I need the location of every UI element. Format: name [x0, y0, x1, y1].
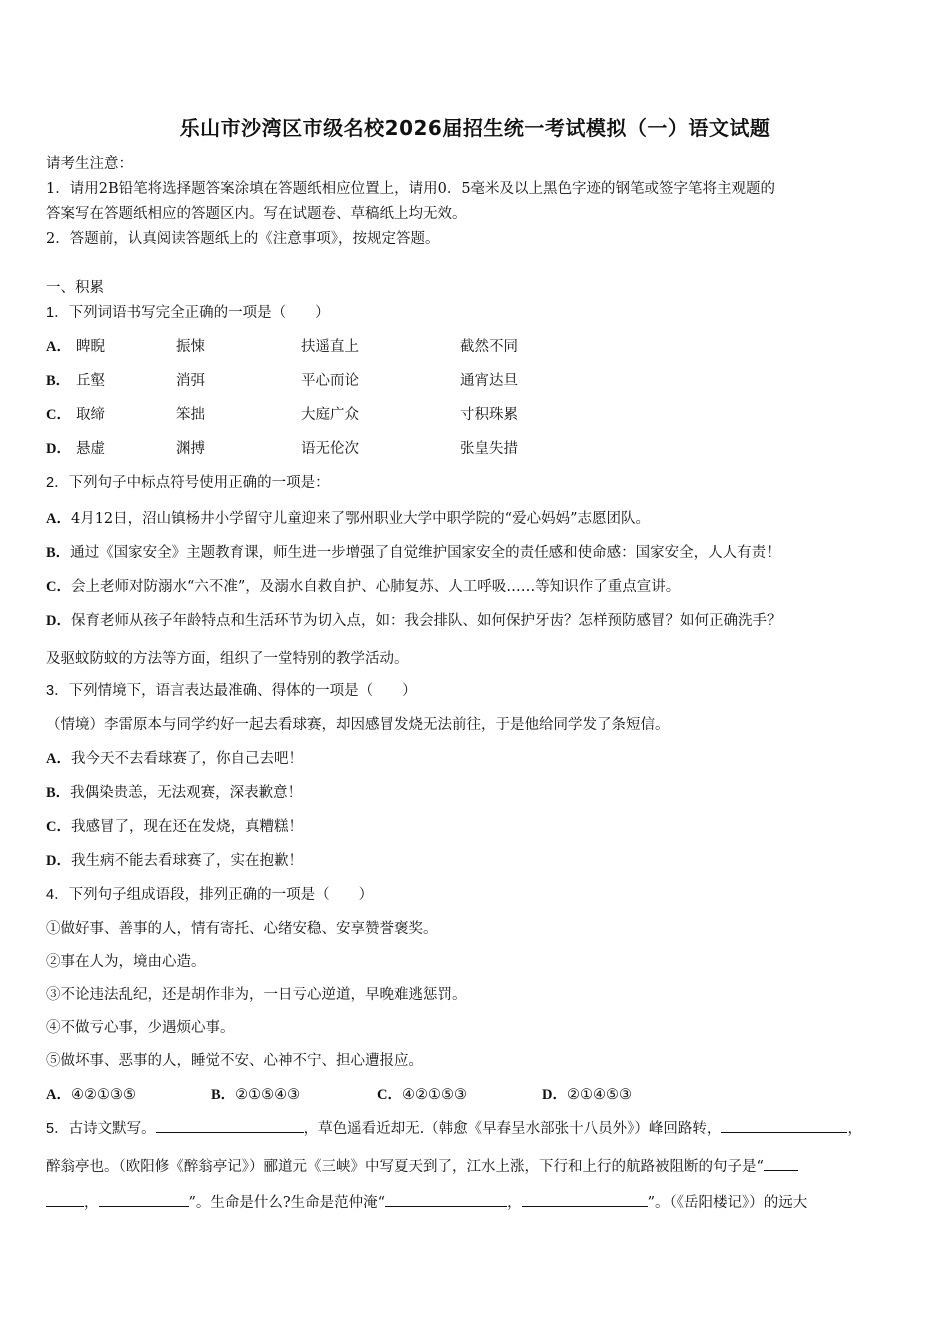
question-number: 2．	[46, 475, 69, 491]
option-letter: C．	[46, 407, 71, 423]
option-word: 取缔	[76, 407, 105, 423]
question-text: ，	[84, 1195, 99, 1211]
question-5-line-3	[46, 1191, 807, 1212]
question-text: 古诗文默写。	[68, 1121, 156, 1137]
option-word: 大庭广众	[301, 407, 359, 423]
question-number: 5．	[46, 1121, 69, 1137]
question-text: ”。（《岳阳楼记》）的远大	[647, 1195, 808, 1211]
q2-option-c: C．会上老师对防溺水“六不准”，及溺水自救自护、心肺复苏、人工呼吸……等知识作了重点宣讲。	[46, 579, 681, 595]
section-heading: 一、积累	[46, 280, 104, 296]
option-word: 通宵达旦	[460, 373, 518, 389]
question-2	[46, 471, 330, 492]
option-word: 消弭	[176, 373, 205, 389]
q4-option-a	[46, 1083, 136, 1104]
question-text: ，	[847, 1121, 862, 1137]
option-text: 4月12日，沼山镇杨井小学留守儿童迎来了鄂州职业大学中职学院的“爱心妈妈”志愿团队。	[70, 511, 650, 527]
notice-heading: 请考生注意：	[46, 156, 133, 172]
notice-item-1-line-2: 答案写在答题纸相应的答题区内。写在试题卷、草稿纸上均无效。	[46, 206, 467, 222]
q4-option-d	[542, 1083, 632, 1104]
option-letter: B．	[46, 373, 71, 389]
option-word: 张皇失措	[460, 441, 518, 457]
option-text: 我感冒了，现在还在发烧，真糟糕！	[70, 819, 303, 835]
question-text: 醉翁亭也。（欧阳修《醉翁亭记》）郦道元《三峡》中写夏天到了，江水上涨，下行和上行的航路被阻断的句子是“	[46, 1159, 764, 1175]
fill-in-blank[interactable]	[764, 1156, 798, 1171]
question-number: 4．	[46, 887, 69, 903]
option-letter: B．	[211, 1087, 236, 1103]
question-3	[46, 679, 417, 700]
q2-option-d: D．保育老师从孩子年龄特点和生活环节为切入点，如：我会排队、如何保护牙齿？怎样预防感冒？如何正确洗手？	[46, 613, 782, 629]
option-word: 笨拙	[176, 407, 205, 423]
option-word: 振悚	[176, 339, 205, 355]
option-text: ④②①③⑤	[70, 1087, 136, 1103]
option-word: 丘壑	[76, 373, 105, 389]
question-1	[46, 301, 330, 322]
option-text: ②①④⑤③	[566, 1087, 632, 1103]
question-stem: 下列句子组成语段，排列正确的一项是（ ）	[68, 887, 374, 903]
option-letter: C．	[377, 1087, 402, 1103]
question-number: 3．	[46, 683, 69, 699]
q4-sentence-5: ⑤做坏事、恶事的人，睡觉不安、心神不宁、担心遭报应。	[46, 1053, 423, 1069]
q2-option-b: B．通过《国家安全》主题教育课，师生进一步增强了自觉维护国家安全的责任感和使命感：国家安全，人人有责！	[46, 545, 781, 561]
q2-option-d-continued: 及驱蚊防蚊的方法等方面，组织了一堂特别的教学活动。	[46, 651, 409, 667]
option-letter: A．	[46, 339, 71, 355]
option-text: ④②①⑤③	[401, 1087, 467, 1103]
q4-sentence-1: ①做好事、善事的人，情有寄托、心绪安稳、安享赞誉褒奖。	[46, 921, 438, 937]
option-word: 平心而论	[301, 373, 359, 389]
question-stem: 下列句子中标点符号使用正确的一项是：	[68, 475, 330, 491]
option-word: 睥睨	[76, 339, 105, 355]
q4-sentence-2: ②事在人为，境由心造。	[46, 954, 206, 970]
q3-option-b: B．我偶染贵恙，无法观赛，深表歉意！	[46, 785, 303, 801]
q4-sentence-3: ③不论违法乱纪，还是胡作非为，一日亏心逆道，早晚难逃惩罚。	[46, 987, 467, 1003]
option-word: 渊搏	[176, 441, 205, 457]
notice-item-2: 2．答题前，认真阅读答题纸上的《注意事项》，按规定答题。	[46, 231, 440, 247]
fill-in-blank[interactable]	[522, 1192, 648, 1207]
q3-option-d: D．我生病不能去看球赛了，实在抱歉！	[46, 853, 303, 869]
question-stem: 下列词语书写完全正确的一项是（ ）	[68, 305, 330, 321]
question-stem: 下列情境下，语言表达最准确、得体的一项是（ ）	[68, 683, 417, 699]
q3-option-c: C．我感冒了，现在还在发烧，真糟糕！	[46, 819, 303, 835]
fill-in-blank[interactable]	[385, 1192, 507, 1207]
option-text: 我生病不能去看球赛了，实在抱歉！	[70, 853, 303, 869]
question-text: ，草色遥看近却无.（韩愈《早春呈水部张十八员外》）峰回路转，	[303, 1121, 722, 1137]
q3-option-a: A．我今天不去看球赛了，你自己去吧！	[46, 751, 303, 767]
option-text: 我偶染贵恙，无法观赛，深表歉意！	[70, 785, 303, 801]
fill-in-blank[interactable]	[156, 1118, 304, 1133]
question-5-line-2	[46, 1155, 798, 1176]
question-text: ，	[507, 1195, 522, 1211]
question-4	[46, 883, 373, 904]
option-word: 寸积珠累	[460, 407, 518, 423]
question-text: ”。生命是什么?生命是范仲淹“	[188, 1195, 386, 1211]
q2-option-a: A．4月12日，沼山镇杨井小学留守儿童迎来了鄂州职业大学中职学院的“爱心妈妈”志愿团队。	[46, 511, 650, 527]
q3-context: （情境）李雷原本与同学约好一起去看球赛，却因感冒发烧无法前往，于是他给同学发了条短信。	[46, 717, 670, 733]
fill-in-blank[interactable]	[99, 1192, 189, 1207]
option-word: 悬虚	[76, 441, 105, 457]
option-word: 截然不同	[460, 339, 518, 355]
fill-in-blank[interactable]	[721, 1118, 847, 1133]
question-5-line-1	[46, 1117, 862, 1138]
option-text: 保育老师从孩子年龄特点和生活环节为切入点，如：我会排队、如何保护牙齿？怎样预防感冒？如何正确洗手？	[70, 613, 782, 629]
option-letter: A．	[46, 1087, 71, 1103]
notice-item-1-line-1: 1．请用2B铅笔将选择题答案涂填在答题纸相应位置上，请用0．5毫米及以上黑色字迹的钢笔或签字笔将主观题的	[46, 181, 776, 197]
q4-sentence-4: ④不做亏心事，少遇烦心事。	[46, 1020, 235, 1036]
option-text: 我今天不去看球赛了，你自己去吧！	[70, 751, 303, 767]
option-word: 扶遥直上	[301, 339, 359, 355]
option-text: 会上老师对防溺水“六不准”，及溺水自救自护、心肺复苏、人工呼吸……等知识作了重点宣讲。	[70, 579, 681, 595]
option-text: 通过《国家安全》主题教育课，师生进一步增强了自觉维护国家安全的责任感和使命感：国家安全，人人有责！	[70, 545, 781, 561]
option-text: ②①⑤④③	[235, 1087, 301, 1103]
page-title: 乐山市沙湾区市级名校2026届招生统一考试模拟（一）语文试题	[179, 116, 771, 140]
option-letter: D．	[542, 1087, 567, 1103]
q4-option-c	[377, 1083, 467, 1104]
option-letter: D．	[46, 441, 71, 457]
option-word: 语无伦次	[301, 441, 359, 457]
fill-in-blank[interactable]	[46, 1192, 84, 1207]
question-number: 1．	[46, 305, 69, 321]
q4-option-b	[211, 1083, 300, 1104]
